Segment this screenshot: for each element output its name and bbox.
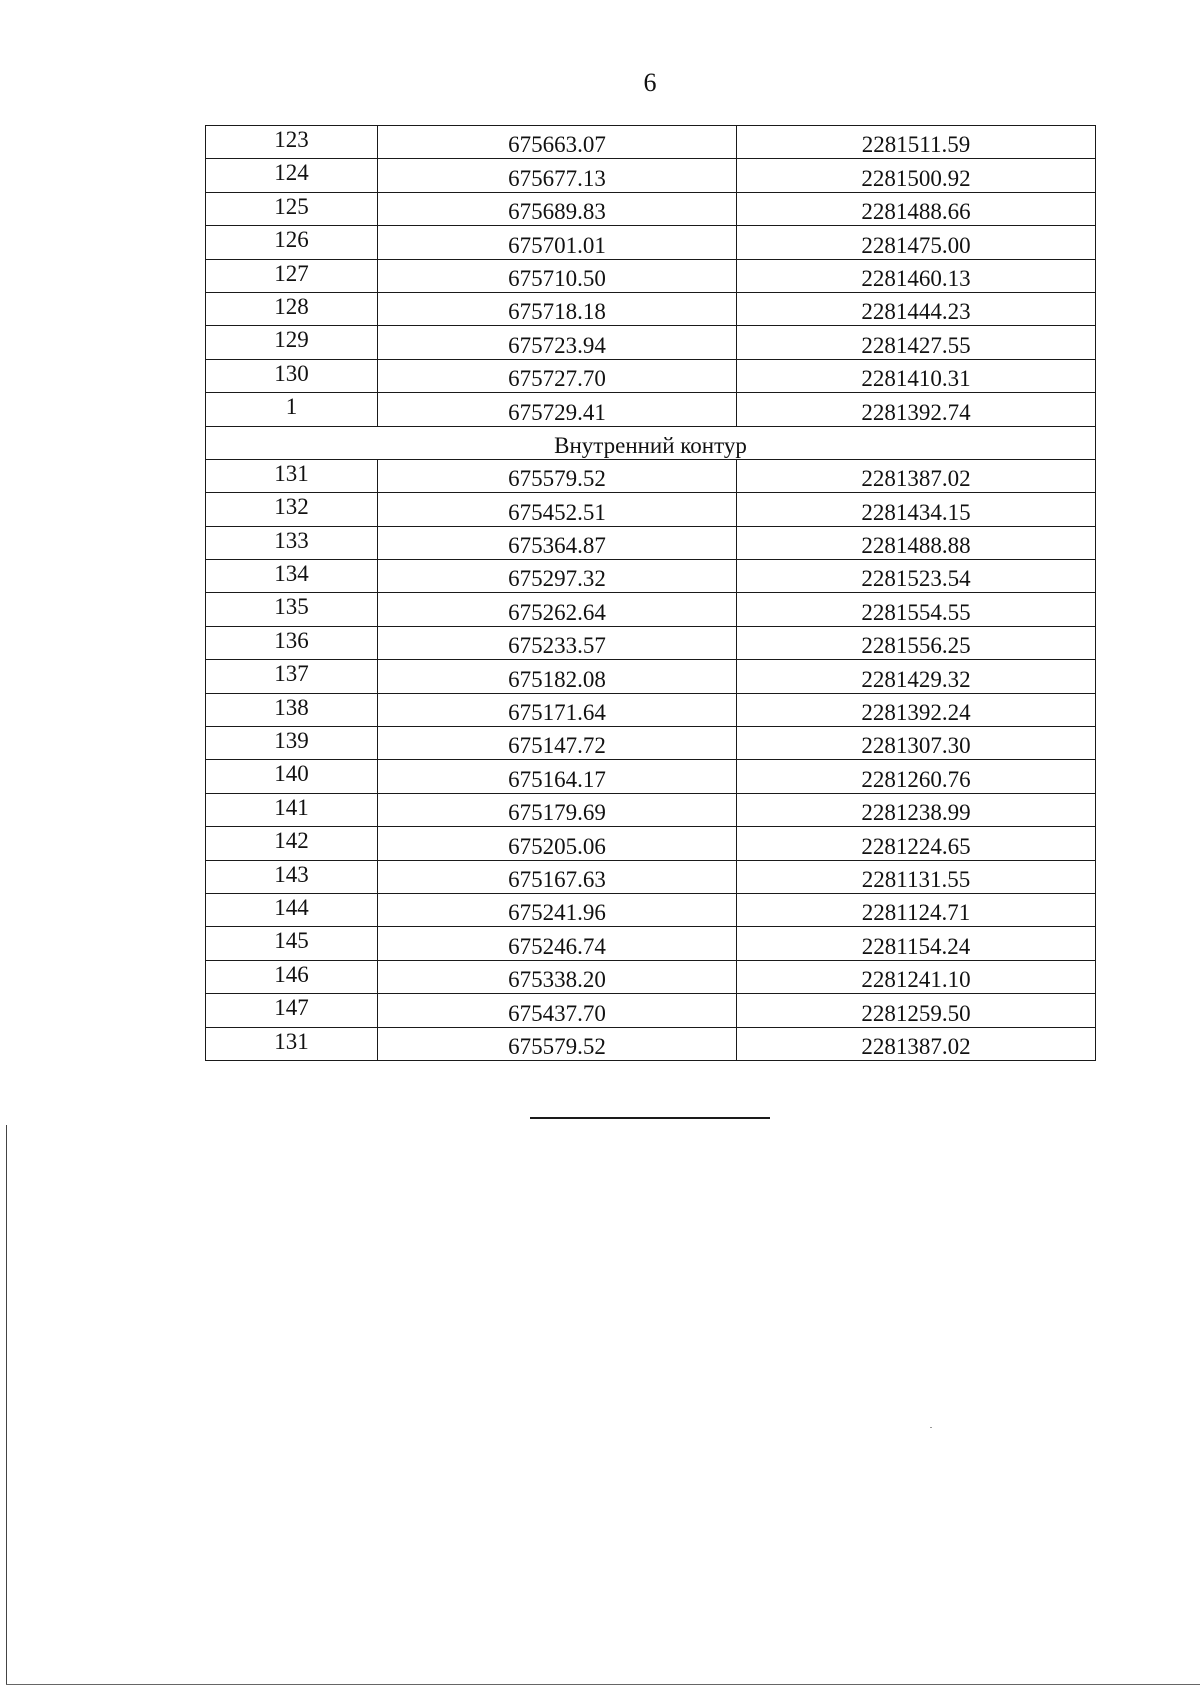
point-number-cell: 137 bbox=[206, 660, 378, 693]
y-coordinate-cell: 2281238.99 bbox=[737, 793, 1096, 826]
point-number-cell: 125 bbox=[206, 192, 378, 225]
x-coordinate-cell: 675233.57 bbox=[378, 626, 737, 659]
table-row bbox=[206, 192, 1096, 225]
y-coordinate-cell: 2281488.88 bbox=[737, 526, 1096, 559]
point-number-cell: 143 bbox=[206, 860, 378, 893]
point-number-cell: 141 bbox=[206, 793, 378, 826]
table-row bbox=[206, 159, 1096, 192]
point-number-cell: 124 bbox=[206, 159, 378, 192]
x-coordinate-cell: 675663.07 bbox=[378, 126, 737, 159]
table-row bbox=[206, 292, 1096, 325]
table-row bbox=[206, 593, 1096, 626]
y-coordinate-cell: 2281488.66 bbox=[737, 192, 1096, 225]
table-row bbox=[206, 727, 1096, 760]
y-coordinate-cell: 2281427.55 bbox=[737, 326, 1096, 359]
x-coordinate-cell: 675164.17 bbox=[378, 760, 737, 793]
point-number-cell: 130 bbox=[206, 359, 378, 392]
x-coordinate-cell: 675701.01 bbox=[378, 226, 737, 259]
point-number-cell: 145 bbox=[206, 927, 378, 960]
table-row bbox=[206, 960, 1096, 993]
y-coordinate-cell: 2281387.02 bbox=[737, 1027, 1096, 1060]
x-coordinate-cell: 675171.64 bbox=[378, 693, 737, 726]
table-row bbox=[206, 927, 1096, 960]
x-coordinate-cell: 675710.50 bbox=[378, 259, 737, 292]
scan-edge-bottom bbox=[6, 1684, 1200, 1685]
x-coordinate-cell: 675579.52 bbox=[378, 459, 737, 492]
y-coordinate-cell: 2281444.23 bbox=[737, 292, 1096, 325]
table-row bbox=[206, 560, 1096, 593]
y-coordinate-cell: 2281154.24 bbox=[737, 927, 1096, 960]
y-coordinate-cell: 2281460.13 bbox=[737, 259, 1096, 292]
y-coordinate-cell: 2281259.50 bbox=[737, 994, 1096, 1027]
point-number-cell: 144 bbox=[206, 893, 378, 926]
y-coordinate-cell: 2281392.74 bbox=[737, 393, 1096, 426]
point-number-cell: 123 bbox=[206, 126, 378, 159]
point-number-cell: 126 bbox=[206, 226, 378, 259]
y-coordinate-cell: 2281260.76 bbox=[737, 760, 1096, 793]
table-row bbox=[206, 493, 1096, 526]
table-row bbox=[206, 860, 1096, 893]
y-coordinate-cell: 2281500.92 bbox=[737, 159, 1096, 192]
point-number-cell: 129 bbox=[206, 326, 378, 359]
x-coordinate-cell: 675147.72 bbox=[378, 727, 737, 760]
x-coordinate-cell: 675262.64 bbox=[378, 593, 737, 626]
inner-contour-title: Внутренний контур bbox=[206, 426, 1096, 459]
x-coordinate-cell: 675364.87 bbox=[378, 526, 737, 559]
table-row bbox=[206, 326, 1096, 359]
table-row bbox=[206, 359, 1096, 392]
table-row bbox=[206, 459, 1096, 492]
y-coordinate-cell: 2281556.25 bbox=[737, 626, 1096, 659]
x-coordinate-cell: 675246.74 bbox=[378, 927, 737, 960]
table-row bbox=[206, 626, 1096, 659]
table-row bbox=[206, 793, 1096, 826]
point-number-cell: 132 bbox=[206, 493, 378, 526]
y-coordinate-cell: 2281392.24 bbox=[737, 693, 1096, 726]
y-coordinate-cell: 2281511.59 bbox=[737, 126, 1096, 159]
y-coordinate-cell: 2281241.10 bbox=[737, 960, 1096, 993]
table-row bbox=[206, 259, 1096, 292]
y-coordinate-cell: 2281410.31 bbox=[737, 359, 1096, 392]
x-coordinate-cell: 675579.52 bbox=[378, 1027, 737, 1060]
point-number-cell: 127 bbox=[206, 259, 378, 292]
table-row bbox=[206, 226, 1096, 259]
closing-rule bbox=[530, 1117, 770, 1119]
point-number-cell: 140 bbox=[206, 760, 378, 793]
x-coordinate-cell: 675297.32 bbox=[378, 560, 737, 593]
x-coordinate-cell: 675167.63 bbox=[378, 860, 737, 893]
table-row bbox=[206, 994, 1096, 1027]
x-coordinate-cell: 675727.70 bbox=[378, 359, 737, 392]
x-coordinate-cell: 675718.18 bbox=[378, 292, 737, 325]
table-row bbox=[206, 760, 1096, 793]
x-coordinate-cell: 675452.51 bbox=[378, 493, 737, 526]
y-coordinate-cell: 2281224.65 bbox=[737, 827, 1096, 860]
table-row bbox=[206, 660, 1096, 693]
table-row bbox=[206, 693, 1096, 726]
x-coordinate-cell: 675179.69 bbox=[378, 793, 737, 826]
point-number-cell: 135 bbox=[206, 593, 378, 626]
table-row bbox=[206, 126, 1096, 159]
x-coordinate-cell: 675241.96 bbox=[378, 893, 737, 926]
point-number-cell: 142 bbox=[206, 827, 378, 860]
y-coordinate-cell: 2281307.30 bbox=[737, 727, 1096, 760]
x-coordinate-cell: 675182.08 bbox=[378, 660, 737, 693]
table-row bbox=[206, 1027, 1096, 1060]
y-coordinate-cell: 2281387.02 bbox=[737, 459, 1096, 492]
y-coordinate-cell: 2281554.55 bbox=[737, 593, 1096, 626]
x-coordinate-cell: 675677.13 bbox=[378, 159, 737, 192]
point-number-cell: 128 bbox=[206, 292, 378, 325]
x-coordinate-cell: 675205.06 bbox=[378, 827, 737, 860]
point-number-cell: 133 bbox=[206, 526, 378, 559]
point-number-cell: 134 bbox=[206, 560, 378, 593]
y-coordinate-cell: 2281131.55 bbox=[737, 860, 1096, 893]
coordinates-table bbox=[205, 125, 1096, 1061]
point-number-cell: 138 bbox=[206, 693, 378, 726]
y-coordinate-cell: 2281475.00 bbox=[737, 226, 1096, 259]
x-coordinate-cell: 675729.41 bbox=[378, 393, 737, 426]
x-coordinate-cell: 675723.94 bbox=[378, 326, 737, 359]
point-number-cell: 147 bbox=[206, 994, 378, 1027]
scan-speck bbox=[930, 1427, 932, 1428]
y-coordinate-cell: 2281523.54 bbox=[737, 560, 1096, 593]
x-coordinate-cell: 675437.70 bbox=[378, 994, 737, 1027]
table-row bbox=[206, 526, 1096, 559]
point-number-cell: 139 bbox=[206, 727, 378, 760]
point-number-cell: 1 bbox=[206, 393, 378, 426]
y-coordinate-cell: 2281434.15 bbox=[737, 493, 1096, 526]
table-row bbox=[206, 893, 1096, 926]
y-coordinate-cell: 2281124.71 bbox=[737, 893, 1096, 926]
coordinates-table-body bbox=[206, 126, 1096, 1061]
y-coordinate-cell: 2281429.32 bbox=[737, 660, 1096, 693]
page-number: 6 bbox=[643, 68, 657, 97]
table-row bbox=[206, 827, 1096, 860]
point-number-cell: 131 bbox=[206, 1027, 378, 1060]
table-row bbox=[206, 393, 1096, 426]
point-number-cell: 146 bbox=[206, 960, 378, 993]
section-header-row bbox=[206, 426, 1096, 459]
scan-edge-left bbox=[6, 1125, 7, 1685]
point-number-cell: 131 bbox=[206, 459, 378, 492]
point-number-cell: 136 bbox=[206, 626, 378, 659]
x-coordinate-cell: 675338.20 bbox=[378, 960, 737, 993]
x-coordinate-cell: 675689.83 bbox=[378, 192, 737, 225]
